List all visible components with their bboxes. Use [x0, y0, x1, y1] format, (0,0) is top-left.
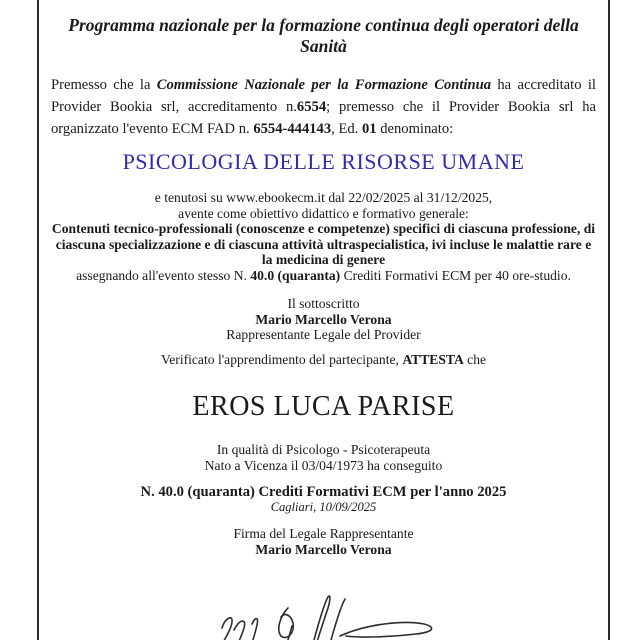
undersigned-line: Il sottoscritto [287, 296, 360, 311]
participant-quality-line: In qualità di Psicologo - Psicoterapeuta [216, 442, 431, 457]
legal-representative-name: Mario Marcello Verona [255, 311, 392, 327]
credits-assigned-line: assegnando all'evento stesso N. 40.0 (quaranta) Crediti Formativi ECM per 40 ore-studio. [76, 267, 571, 283]
attestation-line: Verificato l'apprendimento del partecipante, ATTESTA che [160, 351, 487, 367]
credits-awarded-line: N. 40.0 (quaranta) Crediti Formativi ECM per l'anno 2025 [140, 484, 507, 500]
participant-details-block [51, 442, 596, 473]
program-header-title: Programma nazionale per la formazione continua degli operatori della Sanità [68, 15, 579, 56]
place-date-line: Cagliari, 10/09/2025 [270, 500, 377, 514]
participant-birth-line: Nato a Vicenza il 03/04/1973 ha conseguito [204, 457, 443, 473]
certificate-content [39, 0, 608, 557]
objective-text: Contenuti tecnico-professionali (conoscenze e competenze) specifici di ciascuna professione, di ciascuna specializzazione e di ciascuna attività ultraspecialistica, ivi incluse le malattie rare e la medicina di genere [51, 221, 596, 267]
event-details-block [51, 190, 596, 283]
signature-name: Mario Marcello Verona [255, 541, 392, 557]
participant-name: EROS LUCA PARISE [192, 391, 455, 422]
objective-intro-line: avente come obiettivo didattico e formativo generale: [178, 205, 469, 221]
course-title: PSICOLOGIA DELLE RISORSE UMANE [122, 149, 525, 174]
handwritten-signature-icon [208, 586, 448, 640]
signature-block [51, 526, 596, 557]
signature-label: Firma del Legale Rappresentante [233, 526, 414, 541]
held-online-line: e tenutosi su www.ebookecm.it dal 22/02/2025 al 31/12/2025, [154, 190, 493, 205]
page-border-right [608, 0, 610, 640]
undersigned-block [51, 296, 596, 343]
legal-representative-role: Rappresentante Legale del Provider [226, 327, 421, 342]
premise-paragraph: Premesso che la Commissione Nazionale per la Formazione Continua ha accreditato il Provider Bookia srl, accreditamento n.6554; premesso che il Provider Bookia srl ha organizzato l'evento ECM FAD n. 6554-444143, Ed. 01 denominato: [51, 77, 596, 137]
